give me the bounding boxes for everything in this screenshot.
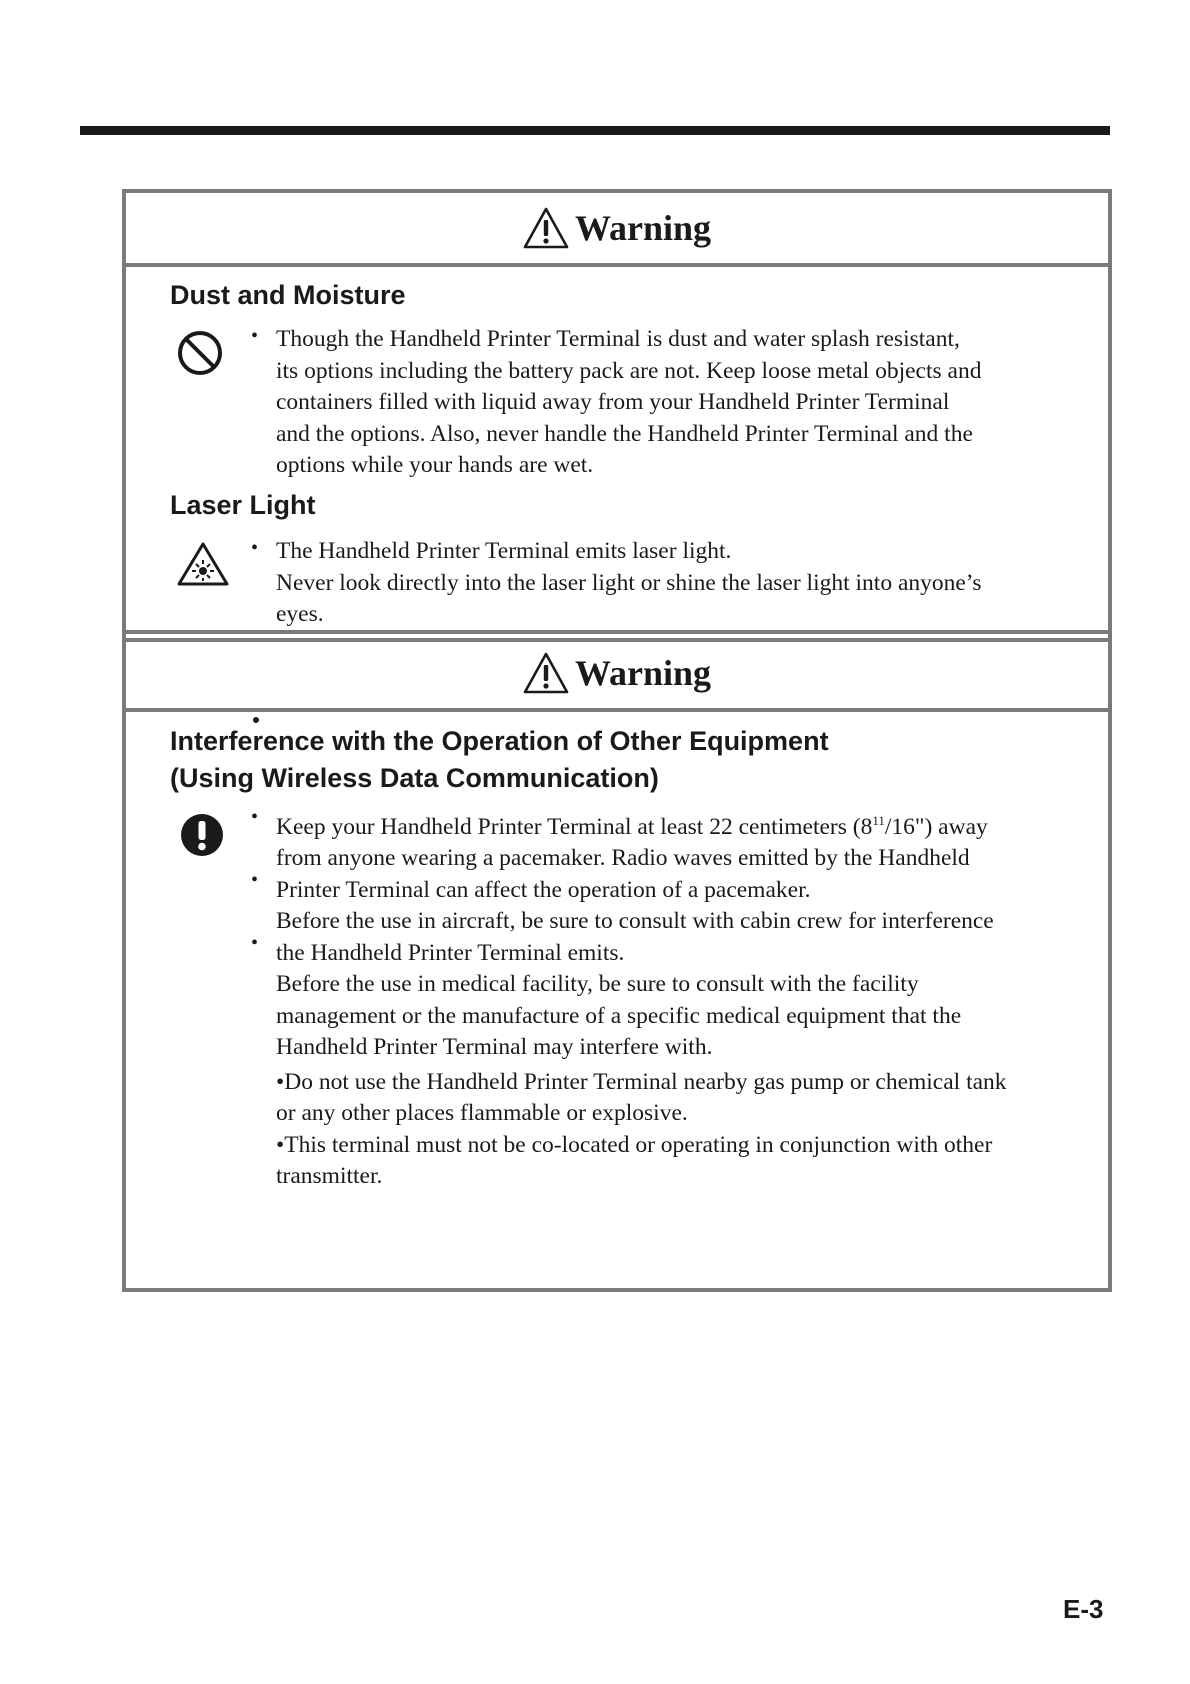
section-title-line: (Using Wireless Data Communication) <box>170 763 659 793</box>
text-fragment: Keep your Handheld Printer Terminal at least 22 centimeters (8 <box>276 813 873 840</box>
bullet: • <box>251 932 259 954</box>
text-line: containers filled with liquid away from your Handheld Printer Terminal <box>276 389 950 415</box>
section-title-line: Interference with the Operation of Other Equipment <box>170 726 829 756</box>
text-line: its options including the battery pack are not. Keep loose metal objects and <box>276 357 982 384</box>
text-line: Though the Handheld Printer Terminal is dust and water splash resistant, <box>276 326 960 352</box>
exclamation-circle-icon <box>180 813 224 857</box>
text-line: management or the manufacture of a specific medical equipment that the <box>276 1002 962 1029</box>
bullet: • <box>251 869 259 891</box>
superscript: 11 <box>872 813 885 828</box>
dust-text <box>276 324 981 482</box>
text-line: options while your hands are wet. <box>276 452 594 478</box>
laser-hazard-icon <box>176 541 230 587</box>
bullet: • <box>251 806 259 828</box>
top-rule <box>80 126 1110 135</box>
warning-title: Warning <box>574 653 712 693</box>
text-line: •This terminal must not be co-located or operating in conjunction with other <box>276 1131 993 1158</box>
text-fragment: /16") away <box>884 813 988 840</box>
header-divider <box>126 263 1108 267</box>
warning-triangle-icon <box>523 207 569 249</box>
text-line: •Do not use the Handheld Printer Terminal nearby gas pump or chemical tank <box>276 1068 1007 1095</box>
text-line: Handheld Printer Terminal may interfere with. <box>276 1034 713 1061</box>
text-line: and the options. Also, never handle the Handheld Printer Terminal and the <box>276 420 973 447</box>
bullet: • <box>251 325 259 347</box>
text-line: The Handheld Printer Terminal emits laser light. <box>276 538 732 564</box>
prohibition-icon <box>176 329 224 377</box>
text-line: Never look directly into the laser light or shine the laser light into anyone’s <box>276 569 982 596</box>
warning-triangle-icon <box>523 652 569 694</box>
text-line: transmitter. <box>276 1163 383 1190</box>
warning-title: Warning <box>574 208 712 248</box>
interference-text <box>276 805 1007 1193</box>
text-line: eyes. <box>276 601 324 627</box>
warning-box <box>122 189 1112 1292</box>
page-number: E-3 <box>1063 1594 1104 1624</box>
text-line: the Handheld Printer Terminal emits. <box>276 939 625 966</box>
section-title-dust: Dust and Moisture <box>170 280 406 310</box>
header-divider <box>126 708 1108 712</box>
text-line: or any other places flammable or explosive. <box>276 1100 688 1127</box>
section-title-laser: Laser Light <box>170 490 316 520</box>
text-line: from anyone wearing a pacemaker. Radio waves emitted by the Handheld <box>276 845 970 872</box>
warning-header-1 <box>126 193 1108 263</box>
bullet: • <box>251 537 259 559</box>
text-line: Printer Terminal can affect the operation of a pacemaker. <box>276 876 811 903</box>
warning-header-2 <box>126 638 1108 708</box>
text-line: Before the use in medical facility, be sure to consult with the facility <box>276 971 919 998</box>
text-line <box>276 805 1007 843</box>
text-line: Before the use in aircraft, be sure to consult with cabin crew for interference <box>276 908 994 935</box>
laser-text <box>276 536 981 631</box>
section-title-interference <box>170 723 829 797</box>
